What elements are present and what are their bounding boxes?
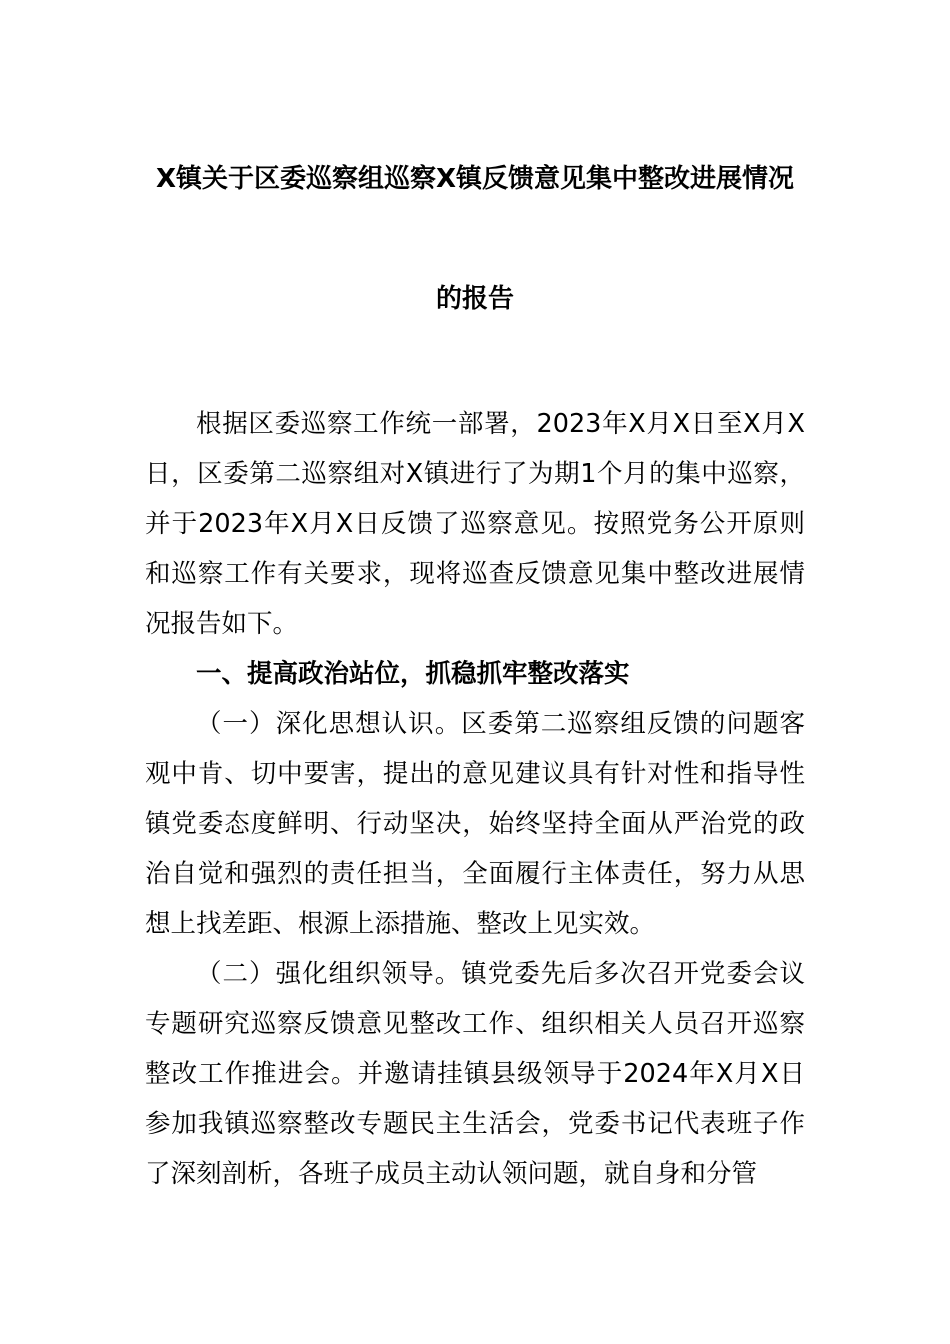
intro-paragraph: 根据区委巡察工作统一部署，2023年X月X日至X月X日，区委第二巡察组对X镇进行了为期1个月的集中巡察，并于2023年X月X日反馈了巡察意见。按照党务公开原则和巡察工作有关要求，现将巡查反馈意见集中整改进展情况报告如下。 [145,409,805,639]
document-title-line-2: 的报告 [435,284,514,314]
section-heading-1: 一、提高政治站位，抓稳抓牢整改落实 [196,659,630,689]
document-body [145,399,805,1199]
subsection-paragraph-2: （二）强化组织领导。镇党委先后多次召开党委会议专题研究巡察反馈意见整改工作、组织相关人员召开巡察整改工作推进会。并邀请挂镇县级领导于2024年X月X日参加我镇巡察整改专题民主生活会，党委书记代表班子作了深刻剖析，各班子成员主动认领问题，就自身和分管 [145,959,805,1189]
document-title-line-1: X镇关于区委巡察组巡察X镇反馈意见集中整改进展情况 [155,164,795,194]
subsection-paragraph-1: （一）深化思想认识。区委第二巡察组反馈的问题客观中肯、切中要害，提出的意见建议具有针对性和指导性镇党委态度鲜明、行动坚决，始终坚持全面从严治党的政治自觉和强烈的责任担当，全面履行主体责任，努力从思想上找差距、根源上添措施、整改上见实效。 [145,709,805,939]
